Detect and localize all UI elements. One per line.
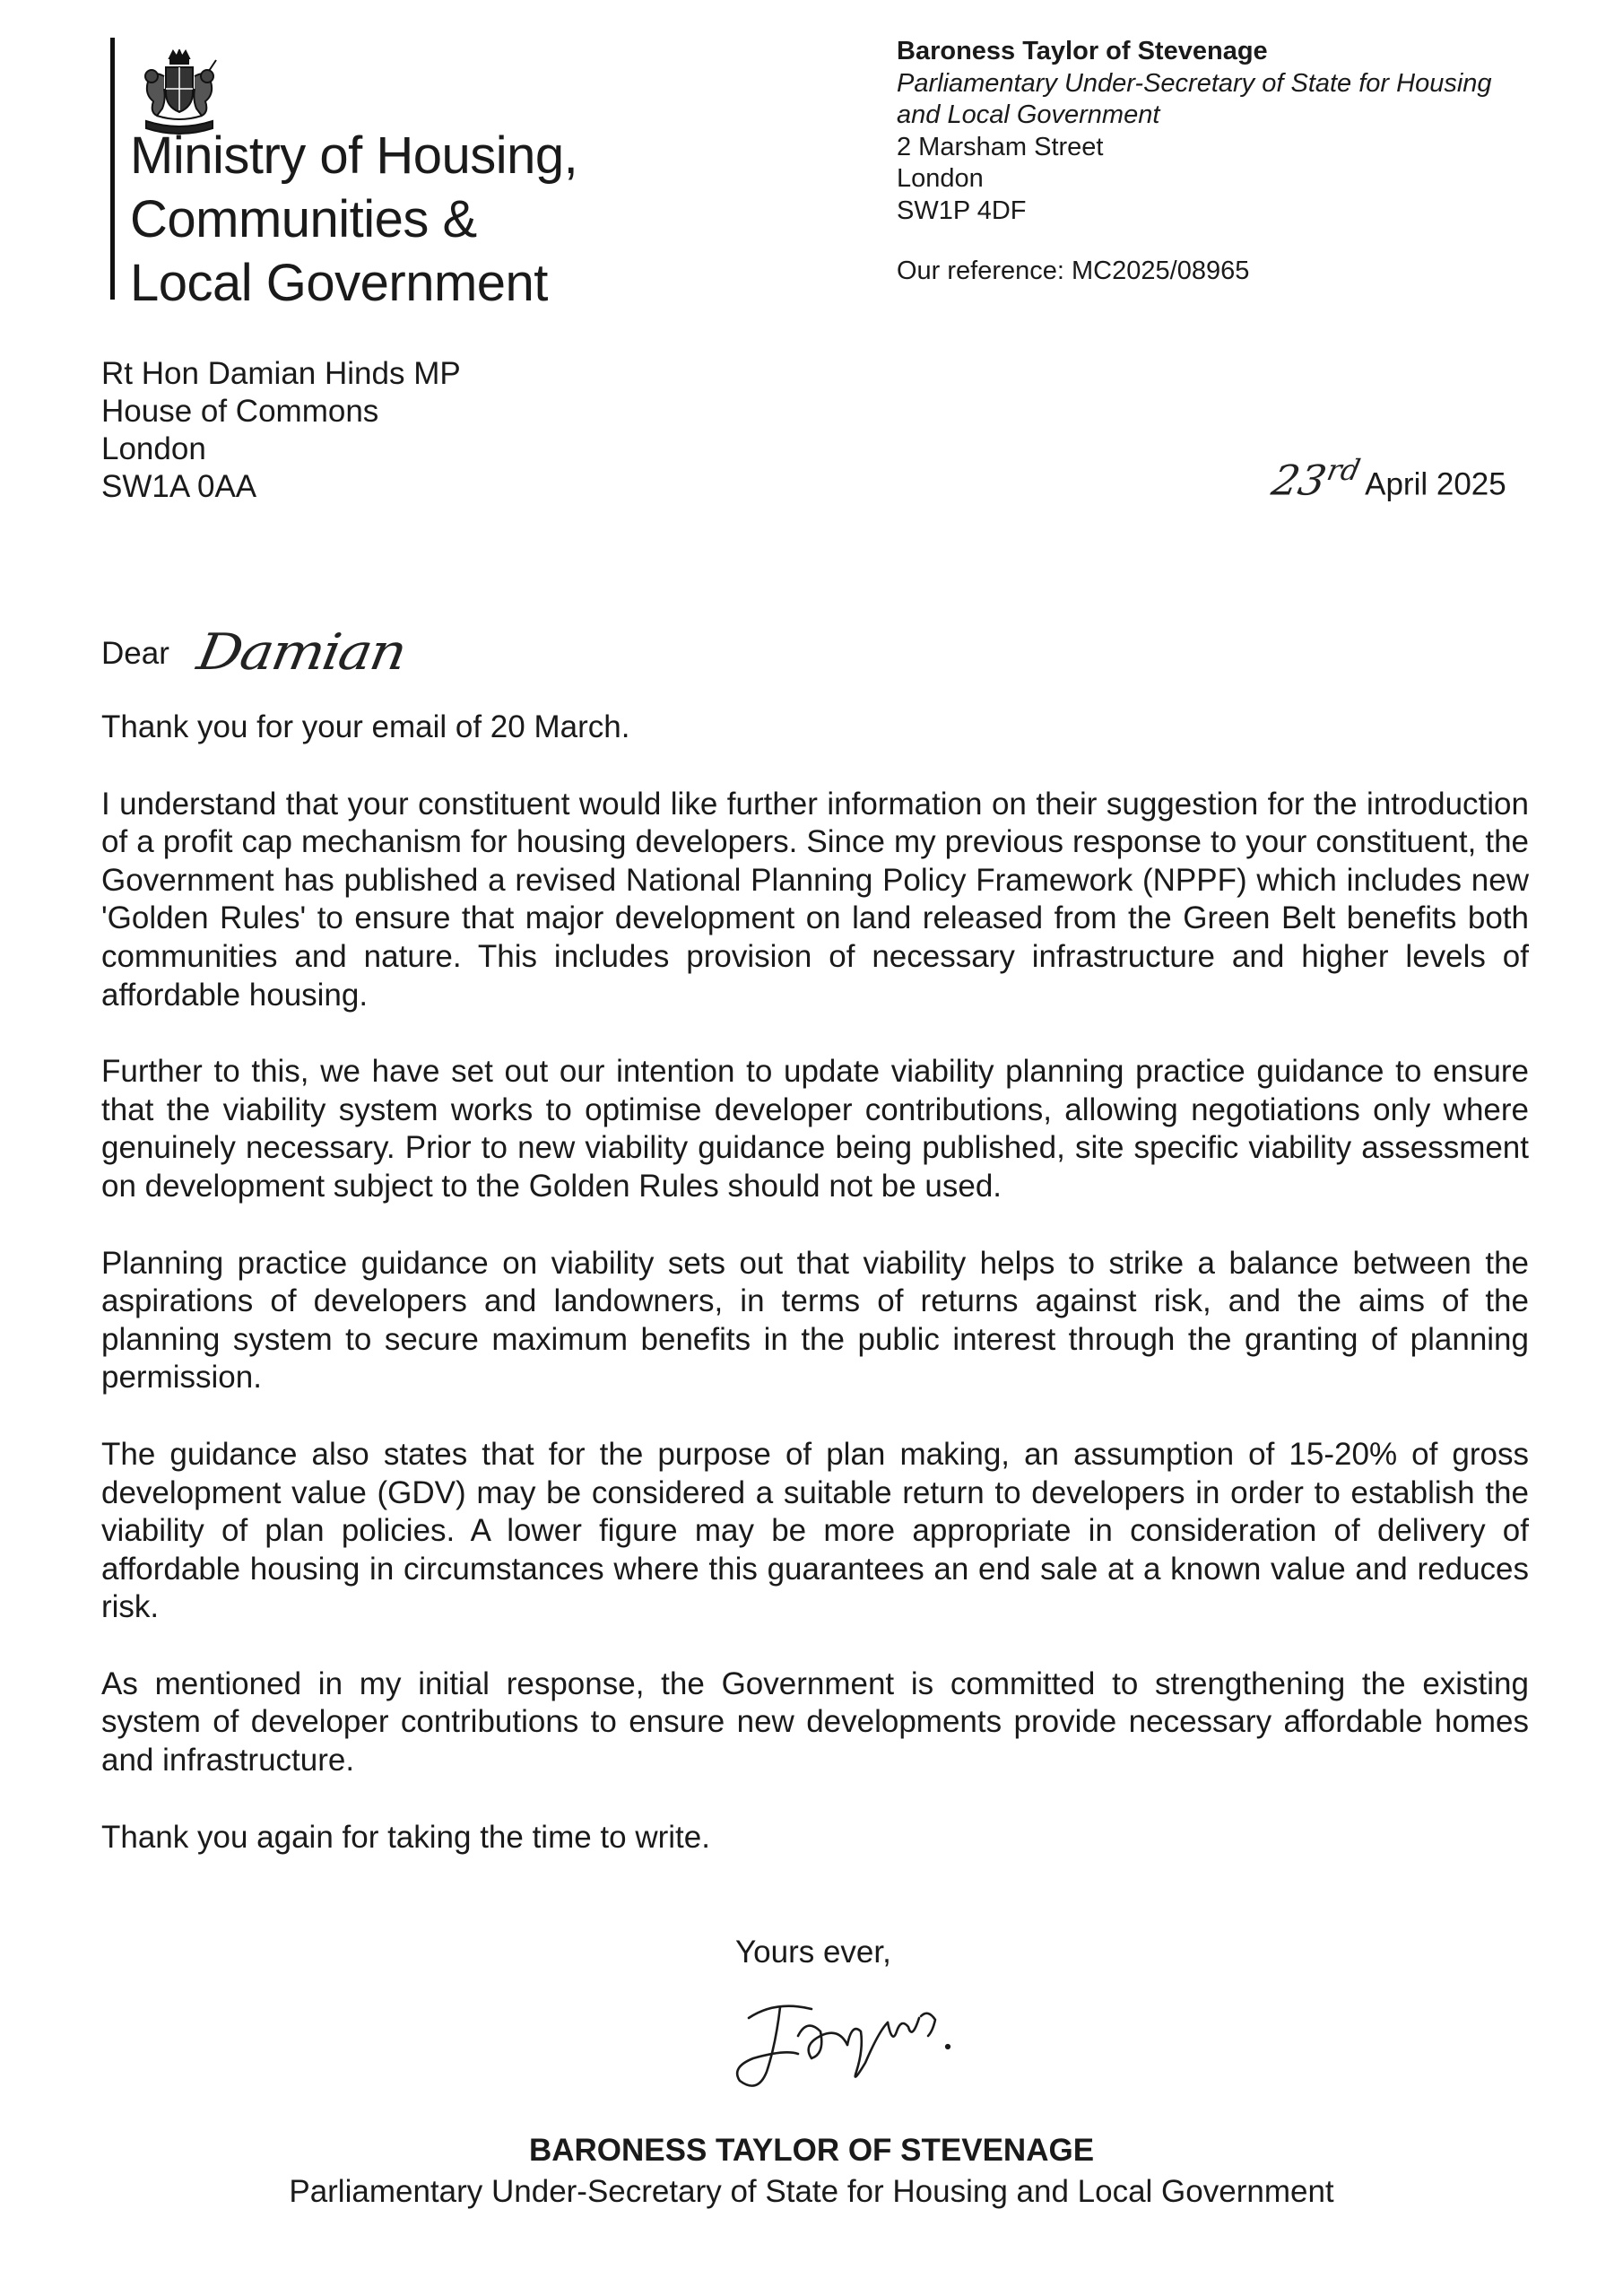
recipient-line: SW1A 0AA	[101, 469, 257, 504]
salutation	[101, 619, 410, 684]
salutation-dear: Dear	[101, 636, 169, 671]
sender-name: Baroness Taylor of Stevenage	[897, 37, 1268, 65]
ministry-name-line: Local Government	[130, 254, 548, 312]
signatory-title: Parliamentary Under-Secretary of State for Housing and Local Government	[289, 2174, 1334, 2209]
ministry-name-line: Communities &	[130, 190, 477, 248]
signatory-name: BARONESS TAYLOR OF STEVENAGE	[528, 2133, 1095, 2168]
body-paragraph: I understand that your constituent would like further information on their suggestion for the introduction of a profit cap mechanism for housing developers. Since my previous response to your constituent, the Government has published a revised National Planning Policy Framework (NPPF) which includes new 'Golden Rules' to ensure that major development on land released from the Green Belt benefits both communities and nature. This includes provision of necessary infrastructure and higher levels of affordable housing.	[101, 786, 1529, 1013]
recipient-address	[101, 355, 461, 506]
ministry-name	[130, 124, 577, 315]
sender-role: Parliamentary Under-Secretary of State for Housing	[897, 68, 1492, 98]
handwritten-date-day: 23rd	[1267, 453, 1364, 505]
letter-date	[1267, 453, 1506, 505]
recipient-line: Rt Hon Damian Hinds MP	[101, 356, 461, 391]
handwritten-signature-icon	[713, 1982, 982, 2099]
sender-address-line: London	[897, 164, 984, 193]
body-paragraph: Thank you again for taking the time to write.	[101, 1819, 710, 1855]
sender-role: and Local Government	[897, 100, 1160, 129]
printed-date: April 2025	[1365, 466, 1506, 502]
sender-address-line: 2 Marsham Street	[897, 132, 1104, 161]
letterhead-rule	[110, 38, 115, 300]
valediction: Yours ever,	[735, 1935, 891, 1970]
reference-number: Our reference: MC2025/08965	[897, 257, 1250, 285]
sender-block	[897, 36, 1492, 227]
recipient-line: House of Commons	[101, 394, 379, 429]
sender-address-line: SW1P 4DF	[897, 196, 1027, 225]
recipient-line: London	[101, 431, 206, 466]
body-paragraph: Thank you for your email of 20 March.	[101, 709, 630, 744]
ministry-name-line: Ministry of Housing,	[130, 126, 578, 185]
handwritten-recipient-name: Damian	[192, 622, 410, 682]
body-paragraph: As mentioned in my initial response, the Government is committed to strengthening the existing system of developer contributions to ensure new developments provide necessary affordable homes and infrastructure.	[101, 1665, 1529, 1779]
body-paragraph: Planning practice guidance on viability sets out that viability helps to strike a balance between the aspirations of developers and landowners, in terms of returns against risk, and the aims of the planning system to secure maximum benefits in the public interest through the granting of planning permission.	[101, 1245, 1529, 1396]
body-paragraph: The guidance also states that for the purpose of plan making, an assumption of 15-20% of gross development value (GDV) may be considered a suitable return to developers in order to establish the viability of plan policies. A lower figure may be more appropriate in consideration of delivery of affordable housing in circumstances where this guarantees an end sale at a known value and reduces risk.	[101, 1436, 1529, 1625]
body-paragraph: Further to this, we have set out our intention to update viability planning practice guidance to ensure that the viability system works to optimise developer contributions, allowing negotiations only where genuinely necessary. Prior to new viability guidance being published, site specific viability assessment on development subject to the Golden Rules should not be used.	[101, 1054, 1529, 1204]
letter-body	[101, 709, 1529, 1895]
